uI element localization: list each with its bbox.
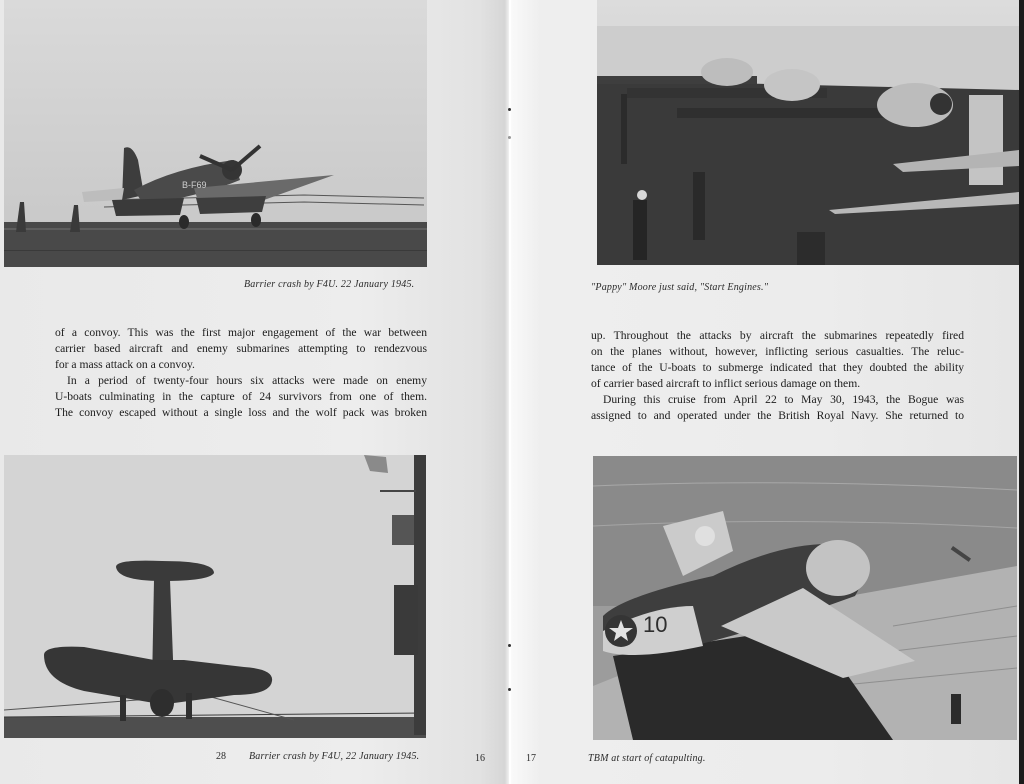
text-line: carrier based aircraft and enemy submarines attempting to rendezvous xyxy=(55,342,427,355)
figure-number: 28 xyxy=(216,751,226,762)
caption-bottom-right: TBM at start of catapulting. xyxy=(588,753,706,764)
binding-stitch xyxy=(508,108,511,111)
caption-top-left: Barrier crash by F4U. 22 January 1945. xyxy=(244,279,415,290)
binding-stitch xyxy=(508,136,511,139)
photo-tbm-catapult xyxy=(593,456,1017,740)
text-line: U-boats culminating in the capture of 24 survivors from one of them. xyxy=(55,390,427,403)
right-body-text xyxy=(591,328,964,424)
svg-text:B-F69: B-F69 xyxy=(182,180,207,190)
text-line: of carrier based aircraft to inflict serious damage on them. xyxy=(591,377,861,390)
text-line: tance of the U-boats to submerge indicated that they doubted the ability xyxy=(591,361,964,374)
caption-top-right: "Pappy" Moore just said, "Start Engines." xyxy=(591,282,769,293)
text-line: assigned to and operated under the British Royal Navy. She returned to xyxy=(591,409,964,422)
text-line: up. Throughout the attacks by aircraft the submarines repeatedly fired xyxy=(591,329,964,342)
binding-stitch xyxy=(508,688,511,691)
gutter xyxy=(509,0,511,784)
photo-f4u-barrier-crash-top xyxy=(4,0,427,267)
text-line: for a mass attack on a convoy. xyxy=(55,358,195,371)
aircraft-marking: 10 xyxy=(643,612,668,637)
binding-stitch xyxy=(508,644,511,647)
text-line: of a convoy. This was the first major engagement of the war between xyxy=(55,326,427,339)
left-body-text xyxy=(55,325,427,421)
page-edge-shadow xyxy=(1019,0,1024,784)
text-line: on the planes without, however, inflicting serious casualties. The reluc- xyxy=(591,345,964,358)
photo-start-engines xyxy=(597,0,1019,265)
caption-bottom-left: Barrier crash by F4U, 22 January 1945. xyxy=(249,751,420,762)
photo-f4u-barrier-crash-bottom xyxy=(4,455,426,738)
text-line: The convoy escaped without a single loss and the wolf pack was broken xyxy=(55,406,427,419)
text-line: In a period of twenty-four hours six attacks were made on enemy xyxy=(67,374,427,387)
text-line: During this cruise from April 22 to May 30, 1943, the Bogue was xyxy=(603,393,964,406)
page-number-left: 16 xyxy=(475,753,485,764)
page-number-right: 17 xyxy=(526,753,536,764)
